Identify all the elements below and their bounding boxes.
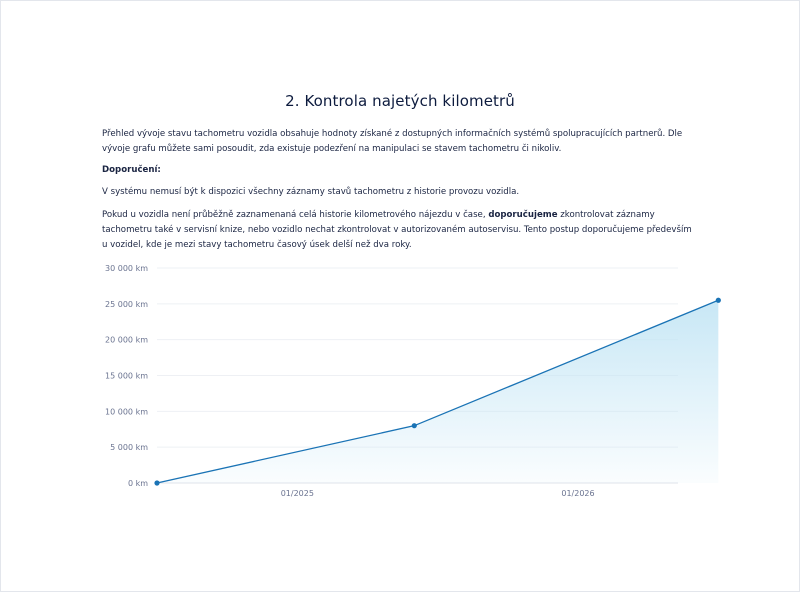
odometer-chart [0, 255, 800, 515]
series-area [157, 300, 718, 483]
y-tick-label: 25 000 km [105, 299, 148, 309]
x-axis-labels [281, 489, 595, 498]
advice-text-end: zkontrolovat záznamy tachometru také v servisní knize, nebo vozidlo nechat zkontrolovat v autorizovaném autoservisu. Tento postup doporučujeme především u vozidel, kde je mezi stavy tachometru časový úsek delší než dva roky. [102, 210, 692, 250]
data-point [716, 298, 721, 303]
x-tick-label: 01/2025 [280, 489, 314, 498]
data-point [412, 423, 417, 428]
advice-paragraph [102, 208, 692, 253]
y-axis-labels [105, 264, 148, 488]
y-tick-label: 5 000 km [110, 443, 148, 453]
availability-note: V systému nemusí být k dispozici všechny záznamy stavů tachometru z historie provozu vozidla. [102, 187, 520, 197]
section-title: 2. Kontrola najetých kilometrů [285, 92, 515, 110]
y-tick-label: 30 000 km [105, 264, 148, 273]
y-tick-label: 10 000 km [105, 407, 148, 417]
x-tick-label: 01/2026 [561, 489, 595, 498]
data-point [154, 480, 159, 485]
y-tick-label: 0 km [127, 479, 148, 488]
y-tick-label: 20 000 km [105, 335, 148, 345]
advice-text-start: Pokud u vozidla není průběžně zaznamenaná celá historie kilometrového nájezdu v čase, [102, 210, 489, 220]
intro-paragraph: Přehled vývoje stavu tachometru vozidla obsahuje hodnoty získané z dostupných informačních systémů spolupracujících partnerů. Dle vývoje grafu můžete sami posoudit, zda existuje podezření na manipulaci se stavem tachometru či nikoliv. [102, 129, 683, 154]
advice-emphasis: doporučujeme [488, 210, 558, 220]
y-tick-label: 15 000 km [105, 371, 148, 381]
recommendation-heading: Doporučení: [102, 165, 161, 175]
series-odometer [154, 298, 721, 486]
